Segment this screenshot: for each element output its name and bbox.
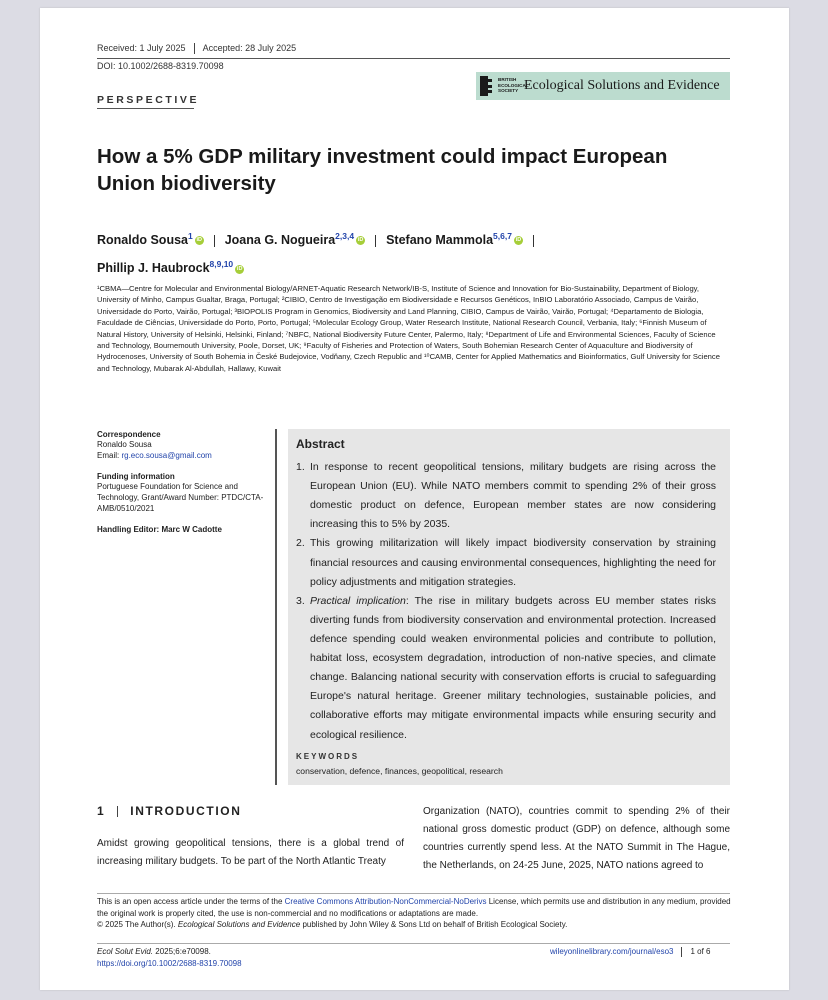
author-name[interactable]: Stefano Mammola — [386, 233, 494, 248]
funding-text: Portuguese Foundation for Science and Technology, Grant/Award Number: PTDC/CTA-AMB/0510/2021 — [97, 481, 264, 514]
article-page — [40, 8, 789, 990]
bes-logo-icon — [480, 76, 500, 96]
author-separator — [375, 235, 376, 247]
article-type: PERSPECTIVE — [97, 94, 200, 106]
license-link[interactable]: Creative Commons Attribution-NonCommercial-NoDerivs — [284, 897, 487, 906]
abstract-heading: Abstract — [296, 437, 345, 451]
journal-name: Ecological Solutions and Evidence — [524, 78, 720, 93]
abstract-item — [296, 458, 716, 534]
author-list — [97, 224, 717, 280]
journal-logo[interactable] — [476, 72, 730, 100]
citation-journal: Ecol Solut Evid. — [97, 947, 154, 956]
author-separator — [533, 235, 534, 247]
author-affil[interactable]: 1 — [187, 231, 193, 241]
doi-text: DOI: 10.1002/2688-8319.70098 — [97, 61, 224, 71]
email-link[interactable]: rg.eco.sousa@gmail.com — [121, 451, 212, 461]
funding-heading: Funding information — [97, 471, 175, 481]
citation — [97, 946, 242, 969]
abstract-item-number: 2. — [296, 537, 305, 550]
orcid-icon[interactable]: iD — [236, 265, 243, 272]
received-date: Received: 1 July 2025 — [97, 43, 186, 53]
section-title: INTRODUCTION — [130, 804, 242, 818]
citation-rest: 2025;6:e70098. — [153, 947, 211, 956]
correspondence-heading: Correspondence — [97, 430, 161, 439]
author-affil[interactable]: 8,9,10 — [209, 259, 234, 270]
intro-right-column: Organization (NATO), countries commit to spending 2% of their national gross domestic product (GDP) on defence, although some countries currently spend less. At the NATO Summit in The Hague, the Netherlands, on 24-25 June, 2025, NATO nations agreed to — [423, 806, 730, 871]
orcid-icon[interactable]: iD — [357, 237, 364, 244]
abstract-item-text: This growing militarization will likely impact biodiversity conservation by straining financial resources and causing environmental consequences, highlighting the need for policy adjustments and mitigation strategies. — [310, 537, 716, 588]
handling-editor: Handling Editor: Marc W Cadotte — [97, 524, 222, 534]
section-separator — [117, 806, 118, 817]
society-name: BRITISH ECOLOGICAL SOCIETY — [498, 77, 529, 94]
date-separator — [194, 43, 195, 54]
abstract-item — [296, 534, 716, 591]
abstract-item-text: In response to recent geopolitical tensions, military budgets are rising across the European Union (EU). While NATO members commit to spending 2% of their gross domestic product on defence, European member states are now considering increasing this to 5% by 2035. — [310, 461, 716, 531]
accepted-date: Accepted: 28 July 2025 — [202, 43, 297, 53]
affiliations: ¹CBMA—Centre for Molecular and Environmental Biology/ARNET-Aquatic Research Network/IB-S, Institute of Science and Innovation for Bio-Sustainability, Department of Biology, University of Minho, Campus Gualtar, Braga, Portugal; ²CIBIO, Centro de Investigação em Biodiversidade e Recursos Genéticos, InBIO Laboratório Associado, Campus de Vairão, Universidade do Porto, Vairão, Portugal; ³BIOPOLIS Program in Genomics, Biodiversity and Land Planning, CIBIO, Campus de Vairão, Vairão, Portugal; ⁴Departamento de Biologia, Faculdade de Ciências, Universidade do Porto, Porto, Portugal; ⁵Molecular Ecology Group, Water Research Institute, National Research Council, Verbania, Italy; ⁶Finnish Museum of Natural History, University of Helsinki, Helsinki, Finland; ⁷NBFC, National Biodiversity Future Center, Palermo, Italy; ⁸Department of Life and Environmental Sciences, Faculty of Science and Technology, Bournemouth University, Poole, Dorset, UK; ⁹Faculty of Fisheries and Protection of Waters, South Bohemian Research Center of Aquaculture and Biodiversity of Hydrocenoses, University of South Bohemia in České Budejovice, Vodňany, Czech Republic and ¹⁰CAMB, Center for Applied Mathematics and Bioinformatics, Gulf University for Science and Technology, Mubarak Al-Abdullah, Hallawy, Kuwait — [97, 284, 720, 373]
intro-heading — [97, 804, 241, 818]
abstract-list — [296, 458, 716, 745]
abstract-box — [288, 429, 730, 785]
page-number: 1 of 6 — [690, 947, 711, 956]
article-type-underline — [97, 108, 194, 109]
author-name[interactable]: Ronaldo Sousa — [97, 233, 188, 248]
orcid-icon[interactable]: iD — [196, 237, 202, 244]
abstract-item — [296, 592, 716, 745]
abstract-item-number: 1. — [296, 461, 305, 473]
dates-line — [97, 42, 296, 55]
author-name[interactable]: Phillip J. Haubrock — [97, 261, 210, 276]
copyright-journal: Ecological Solutions and Evidence — [177, 920, 301, 930]
correspondence-name: Ronaldo Sousa — [97, 440, 152, 449]
author-separator — [214, 235, 215, 247]
intro-left-column: Amidst growing geopolitical tensions, there is a global trend of increasing military budgets. To be part of the North Atlantic Treaty — [97, 838, 404, 867]
journal-site-link[interactable]: wileyonlinelibrary.com/journal/eso3 — [550, 947, 674, 956]
keywords-heading: KEYWORDS — [296, 752, 360, 761]
footer-separator — [681, 947, 682, 957]
abstract-item-text: : The rise in military budgets across EU member states risks diverting funds from biodiversity conservation and environmental protection. Increased defence spending could weaken environmental policies and contribute to pollution, habitat loss, ecosystem degradation, introduction of non-native species, and climate change. Balancing national security with conservation efforts is crucial to safeguarding Europe's natural heritage. Greener military technologies, sustainable policies, and collaborative efforts may mitigate environmental impacts while ensuring security and ecological resilience. — [310, 594, 716, 741]
sidebar — [97, 430, 272, 534]
license-rule — [97, 893, 730, 894]
abstract-item-body — [310, 592, 716, 745]
practical-implication-label: Practical implication — [310, 594, 406, 607]
abstract-rule — [275, 429, 277, 785]
keywords: conservation, defence, finances, geopolitical, research — [296, 766, 503, 776]
author-name[interactable]: Joana G. Nogueira — [224, 233, 336, 248]
doi-link[interactable]: https://doi.org/10.1002/2688-8319.70098 — [97, 958, 242, 968]
footer-right — [550, 946, 710, 958]
abstract-item-number: 3. — [296, 594, 305, 607]
author-affil[interactable]: 2,3,4 — [335, 231, 355, 241]
section-number: 1 — [97, 804, 106, 818]
article-title: How a 5% GDP military investment could impact European Union biodiversity — [97, 145, 668, 195]
footer-rule — [97, 943, 730, 944]
header-rule — [97, 58, 730, 59]
orcid-icon[interactable]: iD — [515, 237, 522, 244]
correspondence-email: Email: rg.eco.sousa@gmail.com — [97, 451, 212, 461]
author-affil[interactable]: 5,6,7 — [493, 231, 512, 241]
license-text: This is an open access article under the terms of the Creative Commons Attribution-NonCommercial-NoDerivs License, which permits use and distribution in any medium, provided the original work is properly cited, the use is non-commercial and no modifications or adaptations are made. © 2025 The Author(s). Ecological Solutions and Evidence published by John Wiley & Sons Ltd on behalf of British Ecological Society. — [97, 897, 731, 930]
